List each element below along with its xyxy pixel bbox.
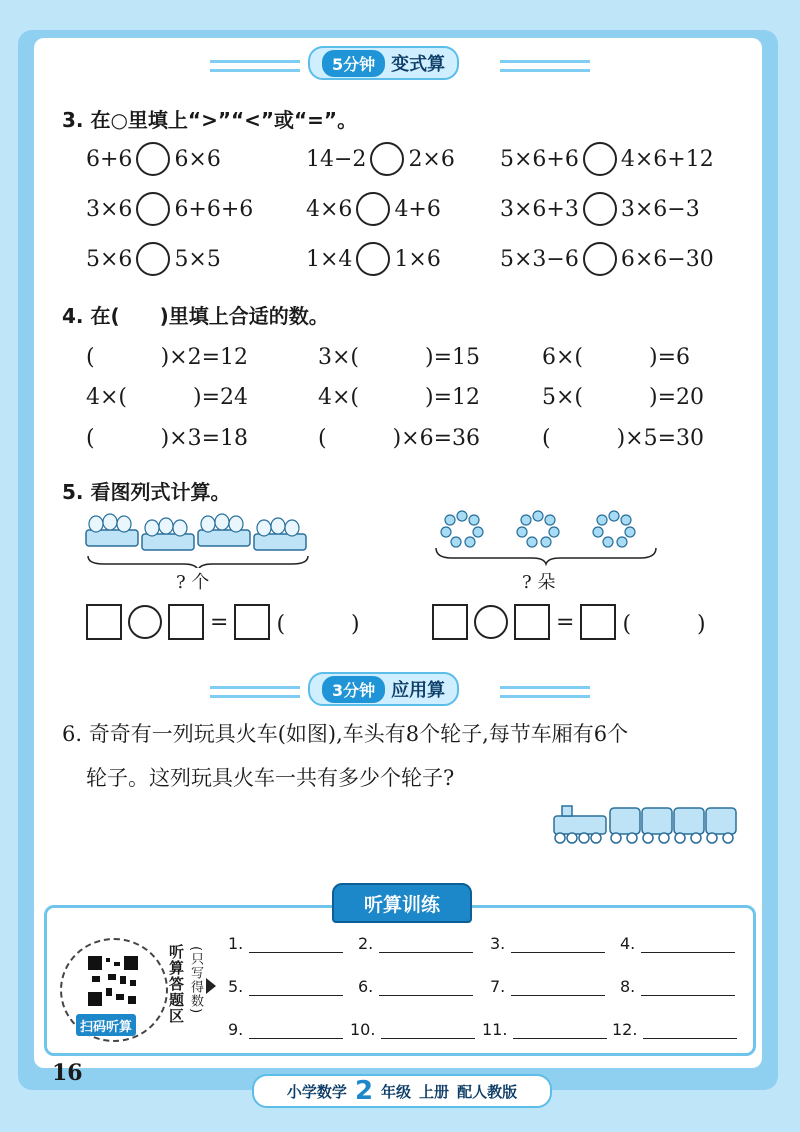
equation-template-left — [86, 604, 360, 640]
section-minutes-badge: 3分钟 — [322, 676, 385, 703]
fill-blank-item[interactable]: 6×( )=6 — [542, 345, 691, 370]
answer-slot[interactable] — [228, 934, 343, 953]
expr-left: 1×4 — [306, 246, 353, 272]
grade-label: 年级 — [381, 1082, 412, 1101]
answer-area-label: 听算答题区 — [167, 944, 185, 1024]
answer-circle[interactable] — [583, 192, 617, 226]
scan-to-listen-label: 扫码听算 — [76, 1014, 136, 1036]
expr-left: 3×6 — [86, 196, 133, 222]
answer-box[interactable] — [234, 604, 270, 640]
answer-box[interactable] — [514, 604, 550, 640]
arrow-right-icon — [206, 978, 216, 994]
compare-item — [306, 242, 441, 276]
equals-sign: = — [556, 609, 575, 635]
answer-circle[interactable] — [583, 142, 617, 176]
answer-slot[interactable] — [620, 934, 735, 953]
section-minutes-badge: 5分钟 — [322, 50, 385, 77]
expr-left: 14−2 — [306, 146, 367, 172]
section-title: 应用算 — [391, 680, 446, 701]
flowers-question-label: ? 朵 — [522, 572, 556, 593]
expr-right: 6+6+6 — [174, 196, 254, 222]
compare-item — [306, 192, 441, 226]
answer-line[interactable] — [513, 1020, 607, 1039]
flower-rings-illustration — [432, 508, 662, 568]
compare-item — [500, 192, 700, 226]
subject-label: 小学数学 — [286, 1082, 347, 1101]
answer-box[interactable] — [86, 604, 122, 640]
answer-slot[interactable] — [482, 1020, 607, 1039]
answer-slot[interactable] — [358, 934, 473, 953]
answer-slot[interactable] — [612, 1020, 737, 1039]
fill-blank-item[interactable]: ( )×6=36 — [318, 426, 481, 451]
expr-left: 5×3−6 — [500, 246, 579, 272]
egg-cartons-illustration — [84, 508, 314, 568]
question-4-title: 4. 在( )里填上合适的数。 — [62, 304, 329, 328]
question-3-title: 3. 在○里填上“>”“<”或“=”。 — [62, 108, 358, 132]
answer-circle[interactable] — [356, 192, 390, 226]
book-info-footer — [252, 1074, 552, 1108]
section-header-3min — [308, 672, 459, 706]
edition-label: 配人教版 — [457, 1082, 518, 1101]
expr-right: 6×6 — [174, 146, 221, 172]
pill-decoration-right — [500, 686, 590, 698]
toy-train-illustration — [552, 802, 742, 846]
question-5-title: 5. 看图列式计算。 — [62, 480, 231, 504]
answer-line[interactable] — [381, 1020, 475, 1039]
answer-box[interactable] — [580, 604, 616, 640]
compare-item — [86, 142, 221, 176]
expr-right: 5×5 — [174, 246, 221, 272]
answer-number: 4. — [620, 934, 636, 953]
answer-line[interactable] — [511, 977, 605, 996]
answer-line[interactable] — [511, 934, 605, 953]
expr-left: 5×6 — [86, 246, 133, 272]
answer-slot[interactable] — [350, 1020, 475, 1039]
answer-circle[interactable] — [583, 242, 617, 276]
fill-blank-item[interactable]: ( )×2=12 — [86, 345, 249, 370]
answer-number: 6. — [358, 977, 374, 996]
volume-label: 上册 — [419, 1082, 450, 1101]
answer-line[interactable] — [641, 977, 735, 996]
expr-left: 3×6+3 — [500, 196, 579, 222]
answer-circle[interactable] — [136, 242, 170, 276]
answer-number: 11. — [482, 1020, 508, 1039]
answer-circle[interactable] — [136, 192, 170, 226]
expr-right: 4+6 — [394, 196, 441, 222]
listening-training-title: 听算训练 — [332, 883, 472, 923]
page-number: 16 — [52, 1060, 83, 1086]
answer-number: 8. — [620, 977, 636, 996]
fill-blank-item[interactable]: 4×( )=24 — [86, 385, 249, 410]
eggs-question-label: ? 个 — [176, 572, 210, 593]
grade-number: 2 — [354, 1076, 374, 1106]
answer-number: 7. — [490, 977, 506, 996]
pill-decoration-left — [210, 686, 300, 698]
answer-number: 12. — [612, 1020, 638, 1039]
qr-code-icon[interactable] — [86, 954, 140, 1008]
pill-decoration-right — [500, 60, 590, 72]
answer-line[interactable] — [379, 977, 473, 996]
section-title: 变式算 — [391, 54, 446, 75]
answer-line[interactable] — [379, 934, 473, 953]
question-6-line-1: 6. 奇奇有一列玩具火车(如图),车头有8个轮子,每节车厢有6个 — [62, 722, 629, 746]
compare-item — [500, 142, 714, 176]
answer-line[interactable] — [249, 977, 343, 996]
expr-left: 6+6 — [86, 146, 133, 172]
answer-number: 10. — [350, 1020, 376, 1039]
answer-slot[interactable] — [358, 977, 473, 996]
unit-blank[interactable]: ( ) — [276, 611, 360, 637]
expr-right: 2×6 — [408, 146, 455, 172]
expr-right: 4×6+12 — [620, 146, 714, 172]
fill-blank-item[interactable]: ( )×3=18 — [86, 426, 249, 451]
operator-circle[interactable] — [128, 605, 162, 639]
fill-blank-item[interactable]: 5×( )=20 — [542, 385, 705, 410]
answer-slot[interactable] — [228, 1020, 343, 1039]
answer-number: 1. — [228, 934, 244, 953]
answer-box[interactable] — [168, 604, 204, 640]
expr-right: 6×6−30 — [620, 246, 714, 272]
answer-slot[interactable] — [228, 977, 343, 996]
expr-left: 5×6+6 — [500, 146, 579, 172]
operator-circle[interactable] — [474, 605, 508, 639]
compare-item — [86, 242, 221, 276]
answer-box[interactable] — [432, 604, 468, 640]
expr-right: 1×6 — [394, 246, 441, 272]
answer-number: 5. — [228, 977, 244, 996]
compare-item — [86, 192, 253, 226]
equation-template-right — [432, 604, 706, 640]
answer-slot[interactable] — [620, 977, 735, 996]
answer-circle[interactable] — [136, 142, 170, 176]
answer-slot[interactable] — [490, 977, 605, 996]
pill-decoration-left — [210, 60, 300, 72]
answer-line[interactable] — [641, 934, 735, 953]
answer-number: 3. — [490, 934, 506, 953]
fill-blank-item[interactable]: 4×( )=12 — [318, 385, 481, 410]
answer-area-note: (只写得数) — [188, 946, 203, 1015]
answer-line[interactable] — [249, 934, 343, 953]
compare-item — [306, 142, 455, 176]
answer-line[interactable] — [643, 1020, 737, 1039]
answer-number: 9. — [228, 1020, 244, 1039]
answer-slot[interactable] — [490, 934, 605, 953]
equals-sign: = — [210, 609, 229, 635]
fill-blank-item[interactable]: ( )×5=30 — [542, 426, 705, 451]
answer-circle[interactable] — [370, 142, 404, 176]
question-6-line-2: 轮子。这列玩具火车一共有多少个轮子? — [86, 766, 455, 790]
answer-line[interactable] — [249, 1020, 343, 1039]
expr-right: 3×6−3 — [620, 196, 700, 222]
compare-item — [500, 242, 714, 276]
fill-blank-item[interactable]: 3×( )=15 — [318, 345, 481, 370]
answer-circle[interactable] — [356, 242, 390, 276]
answer-number: 2. — [358, 934, 374, 953]
expr-left: 4×6 — [306, 196, 353, 222]
section-header-5min — [308, 46, 459, 80]
unit-blank[interactable]: ( ) — [622, 611, 706, 637]
